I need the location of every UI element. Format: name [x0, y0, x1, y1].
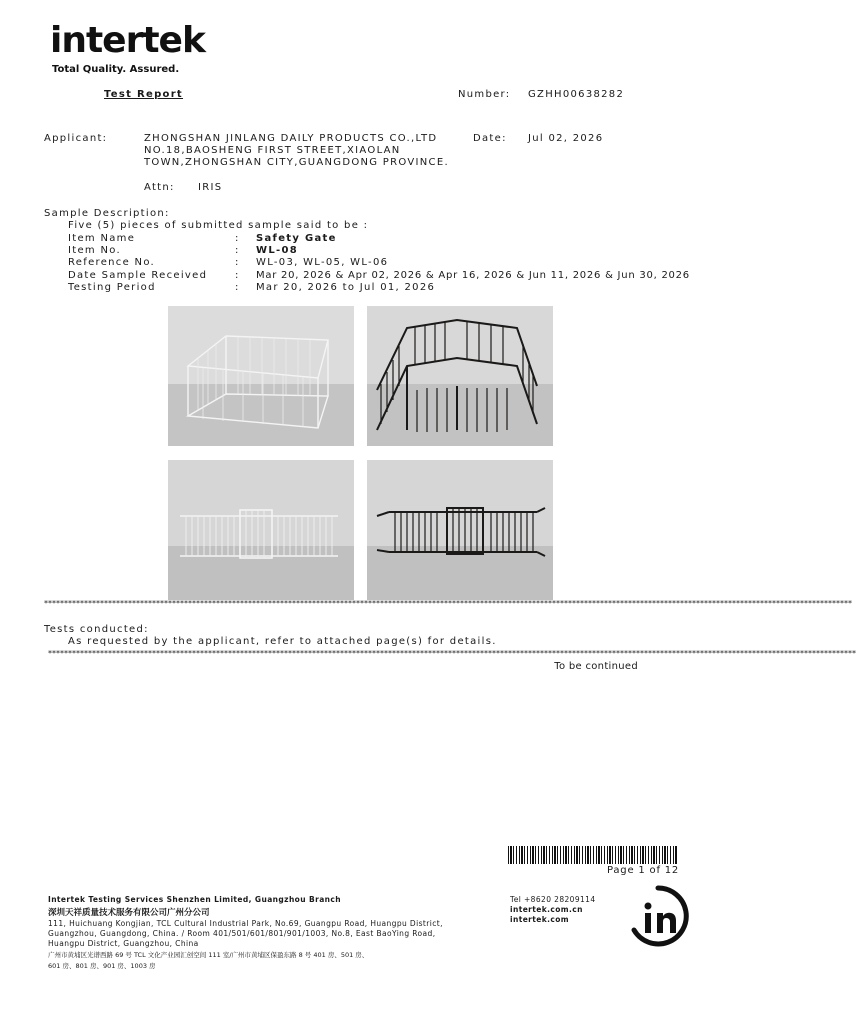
attn-label: Attn: [144, 182, 175, 193]
applicant-line-2: NO.18,BAOSHENG FIRST STREET,XIAOLAN [144, 145, 401, 156]
row-label-reference-no: Reference No. [68, 257, 156, 268]
to-be-continued: To be continued [554, 661, 638, 672]
row-label-item-name: Item Name [68, 233, 136, 244]
row-colon: : [235, 257, 240, 268]
row-value-reference-no: WL-03, WL-05, WL-06 [256, 257, 389, 268]
footer-web-cn: intertek.com.cn [510, 905, 583, 914]
barcode [508, 846, 678, 864]
applicant-line-1: ZHONGSHAN JINLANG DAILY PRODUCTS CO.,LTD [144, 133, 438, 144]
intertek-circle-logo-icon [626, 884, 690, 948]
sample-photo-black-gate [367, 460, 553, 600]
footer-address-cn-line: 广州市黄埔区光谱西路 69 号 TCL 文化产业园汇创空间 111 室/广州市黄埔区保盈东路 8 号 401 房、501 房、 [48, 951, 369, 959]
tests-heading: Tests conducted: [44, 624, 149, 635]
footer-web: intertek.com [510, 915, 570, 924]
footer-address-line: Huangpu District, Guangzhou, China [48, 939, 199, 948]
applicant-line-3: TOWN,ZHONGSHAN CITY,GUANGDONG PROVINCE. [144, 157, 449, 168]
sample-photo-black-playpen [367, 306, 553, 446]
logo-tagline: Total Quality. Assured. [52, 64, 180, 75]
row-colon: : [235, 270, 240, 281]
tests-text: As requested by the applicant, refer to attached page(s) for details. [68, 636, 497, 647]
sample-intro: Five (5) pieces of submitted sample said to be : [68, 220, 369, 231]
footer-address-cn-line: 601 房、801 房、901 房、1003 房 [48, 962, 156, 970]
row-colon: : [235, 233, 240, 244]
row-value-date-received: Mar 20, 2026 & Apr 02, 2026 & Apr 16, 2026 & Jun 11, 2026 & Jun 30, 2026 [256, 270, 690, 281]
date-label: Date: [473, 133, 507, 144]
footer-address-line: Guangzhou, Guangdong, China. / Room 401/501/601/801/901/1003, No.8, East BaoYing Road, [48, 929, 436, 938]
page-indicator: Page 1 of 12 [607, 865, 680, 876]
row-value-item-name: Safety Gate [256, 233, 337, 244]
attn-value: IRIS [198, 182, 223, 193]
applicant-label: Applicant: [44, 133, 108, 144]
row-value-testing-period: Mar 20, 2026 to Jul 01, 2026 [256, 282, 436, 293]
row-value-item-no: WL-08 [256, 245, 298, 256]
row-colon: : [235, 245, 240, 256]
row-label-item-no: Item No. [68, 245, 121, 256]
footer-tel: Tel +8620 28209114 [510, 895, 596, 904]
row-label-date-received: Date Sample Received [68, 270, 208, 281]
row-label-testing-period: Testing Period [68, 282, 156, 293]
sample-photo-white-playpen [168, 306, 354, 446]
separator-line-top: ********************************************************************************************************************************************************************************************************** [44, 599, 852, 608]
row-colon: : [235, 282, 240, 293]
footer-address-line: 111, Huichuang Kongjian, TCL Cultural Industrial Park, No.69, Guangpu Road, Huangpu District, [48, 919, 443, 928]
number-label: Number: [458, 89, 511, 100]
intertek-logo: intertek [50, 20, 205, 61]
sample-heading: Sample Description: [44, 208, 170, 219]
footer-company-cn: 深圳天祥质量技术服务有限公司广州分公司 [48, 908, 210, 918]
footer-company-en: Intertek Testing Services Shenzhen Limited, Guangzhou Branch [48, 895, 341, 904]
report-number: GZHH00638282 [528, 89, 625, 100]
separator-line-bottom: ********************************************************************************************************************************************************************************************************** [48, 649, 856, 658]
sample-photo-white-gate [168, 460, 354, 600]
date-value: Jul 02, 2026 [528, 133, 604, 144]
report-title: Test Report [104, 89, 184, 100]
